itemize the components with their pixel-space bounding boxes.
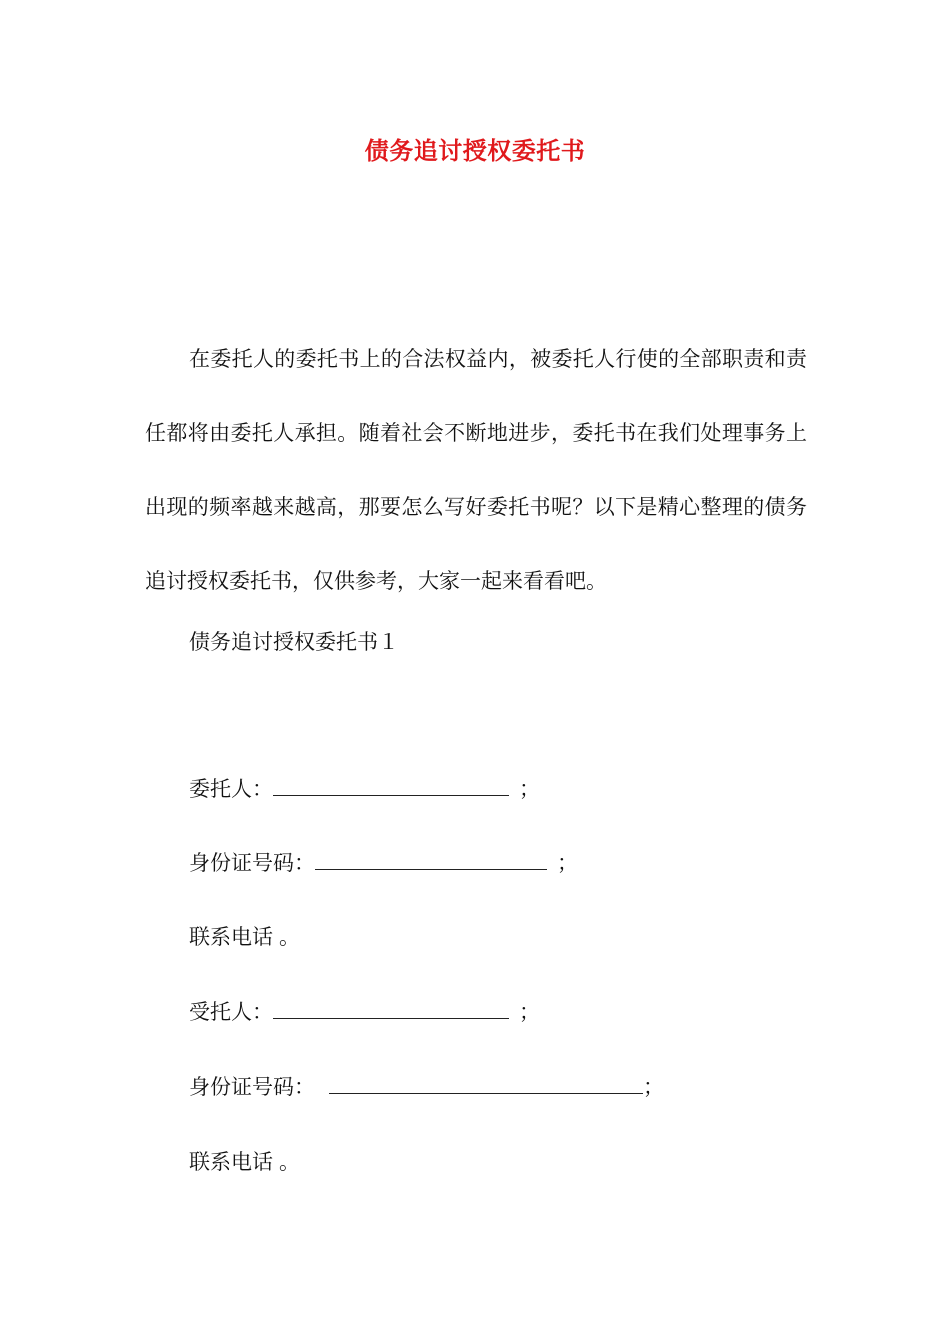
principal-id-semicolon: ；: [557, 851, 578, 875]
agent-phone-label: 联系电话: [189, 1150, 273, 1174]
agent-id-semicolon: ；: [643, 1075, 664, 1099]
section-heading: 债务追讨授权委托书１: [189, 630, 399, 654]
principal-blank: [273, 777, 509, 796]
principal-label: 委托人：: [189, 777, 273, 801]
intro-paragraph: 在委托人的委托书上的合法权益内，被委托人行使的全部职责和责任都将由委托人承担。随着社会不断地进步，委托书在我们处理事务上出现的频率越来越高，那要怎么写好委托书呢？以下是精心整理的债务追讨授权委托书，仅供参考，大家一起来看看吧。: [145, 347, 807, 593]
principal-semicolon: ；: [519, 777, 540, 801]
principal-phone-label: 联系电话: [189, 925, 273, 949]
agent-phone-period: 。: [279, 1150, 300, 1174]
agent-field: [189, 995, 540, 1029]
principal-id-blank: [315, 851, 547, 870]
document-title: 债务追讨授权委托书: [364, 136, 586, 165]
principal-id-label: 身份证号码：: [189, 851, 315, 875]
principal-id-field: [189, 846, 578, 880]
principal-field: [189, 772, 540, 806]
agent-id-label: 身份证号码：: [189, 1075, 315, 1099]
principal-phone-field: [189, 920, 300, 954]
agent-semicolon: ；: [519, 1000, 540, 1024]
agent-blank: [273, 1000, 509, 1019]
agent-label: 受托人：: [189, 1000, 273, 1024]
agent-phone-field: [189, 1145, 300, 1179]
agent-id-field: [189, 1070, 664, 1104]
principal-phone-period: 。: [279, 925, 300, 949]
agent-id-blank: [329, 1075, 643, 1094]
